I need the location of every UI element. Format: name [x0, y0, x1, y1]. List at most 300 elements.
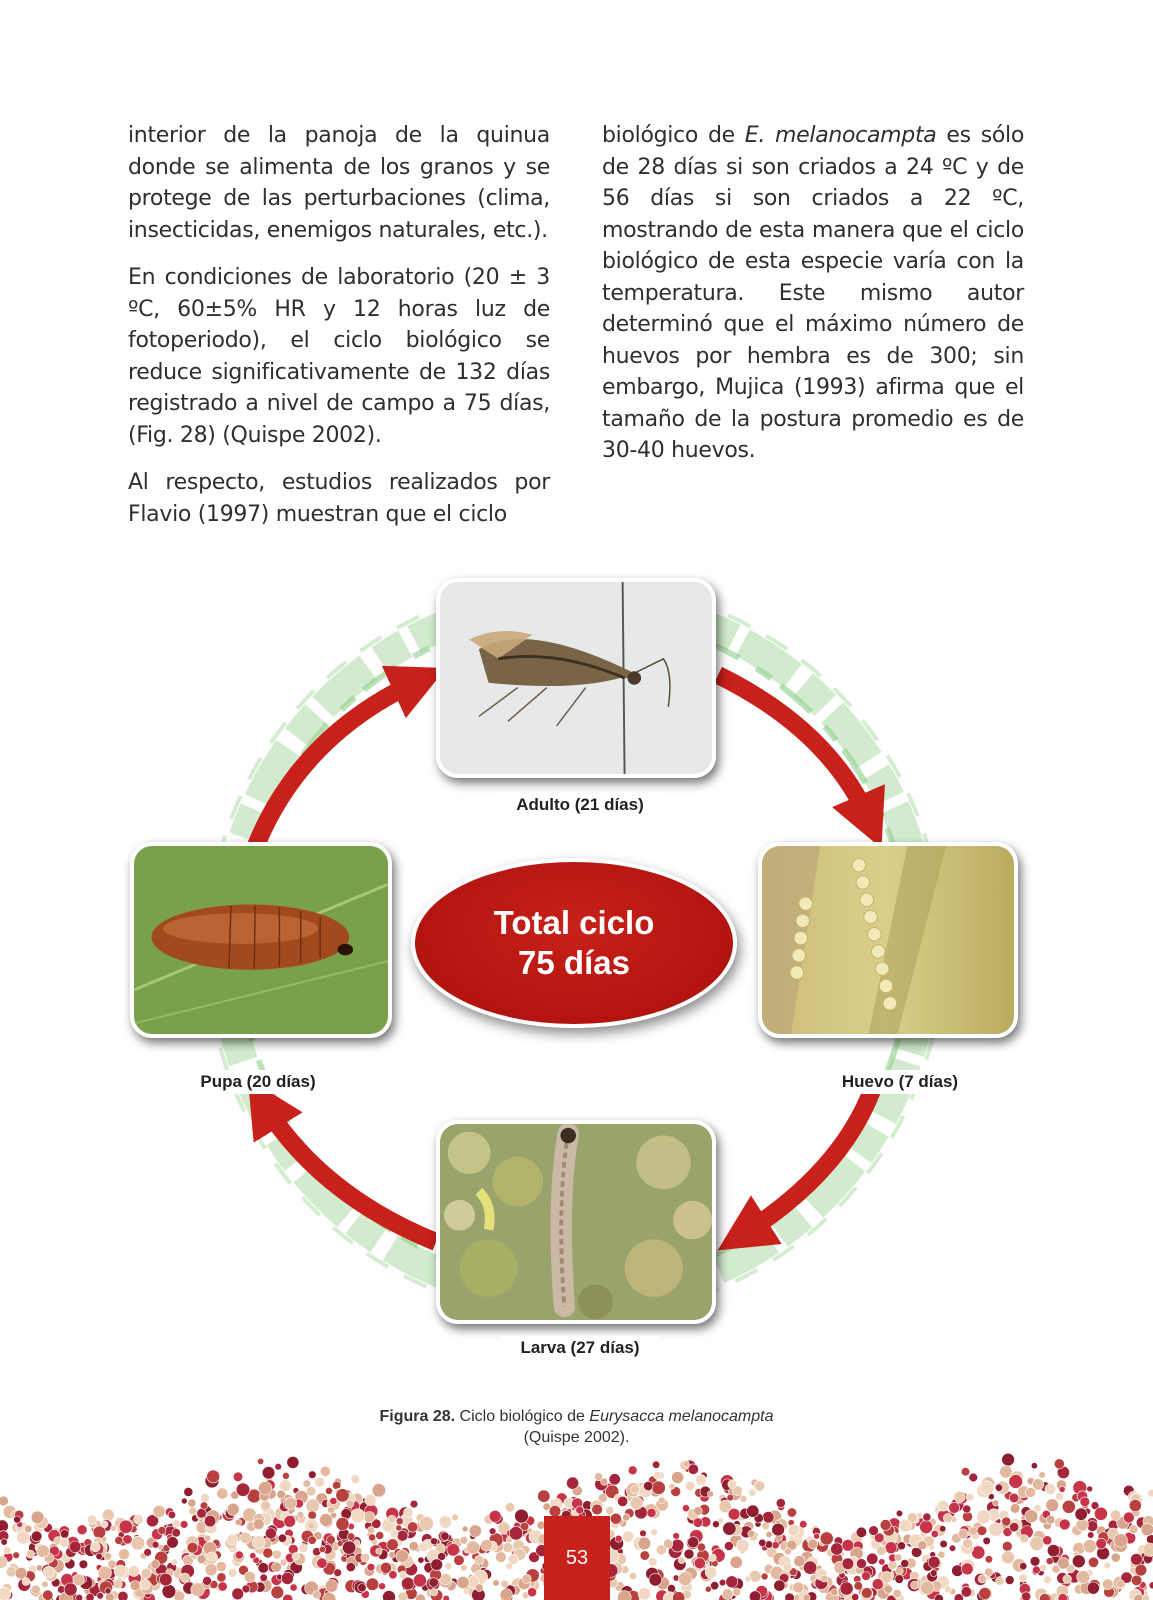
quinoa-grain — [0, 1496, 9, 1506]
quinoa-grain — [1009, 1493, 1019, 1503]
quinoa-grain — [783, 1563, 792, 1572]
quinoa-grain — [290, 1584, 297, 1591]
quinoa-grain — [1019, 1574, 1027, 1582]
quinoa-grain — [880, 1520, 891, 1531]
quinoa-grain — [728, 1480, 737, 1489]
quinoa-grain — [108, 1560, 117, 1569]
quinoa-grain — [1083, 1540, 1096, 1553]
quinoa-grain — [191, 1583, 205, 1597]
quinoa-grain — [712, 1521, 719, 1528]
quinoa-grain — [232, 1588, 244, 1600]
quinoa-grain — [217, 1488, 228, 1499]
quinoa-grain — [439, 1516, 452, 1529]
quinoa-grain — [663, 1539, 672, 1548]
quinoa-grain — [282, 1472, 289, 1479]
quinoa-grain — [705, 1567, 716, 1578]
quinoa-grain — [648, 1558, 657, 1567]
quinoa-grain — [945, 1586, 952, 1593]
quinoa-grain — [709, 1554, 717, 1562]
quinoa-grain — [788, 1525, 799, 1536]
quinoa-grain — [1030, 1537, 1044, 1551]
photo-adulto — [436, 578, 716, 778]
quinoa-grain — [279, 1480, 291, 1492]
quinoa-grain — [793, 1582, 804, 1593]
quinoa-grain — [969, 1473, 978, 1482]
quinoa-grain — [418, 1557, 424, 1563]
caption-line1 — [0, 1406, 1153, 1427]
quinoa-grain — [978, 1575, 986, 1583]
quinoa-grain — [1129, 1499, 1141, 1511]
quinoa-grain — [943, 1514, 952, 1523]
quinoa-grain — [240, 1532, 251, 1543]
life-cycle-figure — [0, 580, 1153, 1430]
quinoa-grain — [508, 1554, 518, 1564]
quinoa-grain — [726, 1576, 738, 1588]
quinoa-grain — [130, 1581, 140, 1591]
quinoa-grain — [1143, 1543, 1153, 1556]
quinoa-grain — [265, 1528, 276, 1539]
quinoa-grain — [1063, 1575, 1072, 1584]
quinoa-grain — [776, 1499, 785, 1508]
quinoa-grain — [1005, 1576, 1014, 1585]
quinoa-grain — [388, 1515, 396, 1523]
quinoa-grain — [1046, 1515, 1055, 1524]
quinoa-grain — [820, 1532, 833, 1545]
quinoa-grain — [1148, 1489, 1153, 1497]
quinoa-grain — [1009, 1475, 1023, 1489]
quinoa-grain — [489, 1510, 501, 1522]
quinoa-grain — [141, 1568, 151, 1578]
quinoa-grain — [319, 1546, 325, 1552]
quinoa-grain — [505, 1503, 514, 1512]
quinoa-grain — [748, 1530, 755, 1537]
quinoa-grain — [1034, 1505, 1041, 1512]
label-adulto: Adulto (21 días) — [500, 793, 660, 817]
quinoa-grain — [167, 1537, 179, 1549]
quinoa-grain — [647, 1508, 656, 1517]
quinoa-grain — [454, 1555, 465, 1566]
quinoa-grain — [1043, 1576, 1051, 1584]
quinoa-grain — [320, 1466, 330, 1476]
quinoa-grain — [152, 1541, 159, 1548]
quinoa-grain — [60, 1530, 69, 1539]
quinoa-grain — [1059, 1486, 1065, 1492]
quinoa-grain — [966, 1494, 974, 1502]
quinoa-grain — [1062, 1500, 1075, 1513]
quinoa-grain — [409, 1541, 418, 1550]
quinoa-grain — [128, 1565, 139, 1576]
quinoa-grain — [315, 1477, 325, 1487]
quinoa-grain — [977, 1526, 987, 1536]
quinoa-grain — [877, 1546, 887, 1556]
caption-label: Figura 28. — [379, 1408, 456, 1425]
quinoa-grain — [462, 1526, 468, 1532]
quinoa-grain — [710, 1582, 718, 1590]
quinoa-grain — [985, 1568, 993, 1576]
quinoa-grain — [688, 1464, 699, 1475]
quinoa-grain — [171, 1559, 177, 1565]
quinoa-grain — [87, 1515, 96, 1524]
quinoa-grain — [60, 1538, 69, 1547]
quinoa-grain — [949, 1545, 956, 1552]
quinoa-grain — [747, 1505, 759, 1517]
quinoa-grain — [740, 1495, 747, 1502]
quinoa-grain — [993, 1500, 999, 1506]
quinoa-grain — [253, 1519, 264, 1530]
quinoa-grain — [688, 1537, 699, 1548]
quinoa-grain — [43, 1590, 53, 1600]
quinoa-grain — [1002, 1453, 1015, 1466]
quinoa-grain — [872, 1579, 883, 1590]
quinoa-grain — [996, 1577, 1005, 1586]
quinoa-grain — [923, 1513, 931, 1521]
quinoa-grain — [263, 1548, 273, 1558]
quinoa-grain — [278, 1534, 286, 1542]
quinoa-grain — [443, 1595, 450, 1600]
quinoa-grain — [101, 1521, 108, 1528]
quinoa-grain — [216, 1561, 226, 1571]
label-larva: Larva (27 días) — [500, 1336, 660, 1360]
quinoa-grain — [595, 1473, 603, 1481]
quinoa-grain — [351, 1509, 365, 1523]
quinoa-grain — [236, 1483, 250, 1497]
quinoa-grain — [884, 1585, 892, 1593]
quinoa-grain — [1087, 1582, 1099, 1594]
quinoa-grain — [869, 1526, 879, 1536]
quinoa-grain — [299, 1544, 308, 1553]
quinoa-grain — [218, 1582, 227, 1591]
quinoa-grain — [327, 1536, 336, 1545]
quinoa-grain — [705, 1586, 711, 1592]
quinoa-grain — [1020, 1535, 1029, 1544]
quinoa-grain — [528, 1588, 537, 1597]
quinoa-grain — [920, 1520, 933, 1533]
quinoa-grain — [640, 1551, 650, 1561]
quinoa-grain — [1088, 1557, 1098, 1567]
quinoa-grain — [260, 1574, 268, 1582]
quinoa-grain — [1046, 1558, 1053, 1565]
quinoa-grain — [763, 1511, 775, 1523]
paragraph — [602, 120, 1024, 467]
quinoa-grain — [733, 1588, 741, 1596]
quinoa-grain — [31, 1531, 42, 1542]
quinoa-grain — [989, 1523, 1003, 1537]
quinoa-grain — [861, 1588, 872, 1599]
quinoa-grain — [396, 1518, 403, 1525]
quinoa-grain — [644, 1481, 653, 1490]
quinoa-grain — [419, 1516, 433, 1530]
quinoa-grain — [26, 1550, 34, 1558]
quinoa-grain — [188, 1499, 196, 1507]
quinoa-grain — [334, 1569, 342, 1577]
quinoa-grain — [671, 1539, 684, 1552]
quinoa-grain — [954, 1594, 963, 1600]
page-number: 53 — [544, 1516, 610, 1600]
quinoa-grain — [509, 1527, 523, 1541]
quinoa-grain — [144, 1549, 152, 1557]
quinoa-grain — [207, 1552, 216, 1561]
quinoa-grain — [197, 1555, 206, 1564]
quinoa-grain — [673, 1533, 680, 1540]
quinoa-grain — [761, 1573, 768, 1580]
quinoa-grain — [652, 1481, 666, 1495]
quinoa-grain — [652, 1461, 660, 1469]
caption-species: Eurysacca melanocampta — [589, 1408, 774, 1425]
quinoa-grain — [669, 1483, 675, 1489]
quinoa-grain — [609, 1474, 620, 1485]
quinoa-grain — [503, 1542, 513, 1552]
quinoa-grain — [31, 1511, 44, 1524]
quinoa-grain — [496, 1552, 507, 1563]
quinoa-grain — [404, 1508, 414, 1518]
quinoa-grain — [749, 1591, 761, 1600]
quinoa-grain — [410, 1500, 418, 1508]
quinoa-grain — [727, 1494, 734, 1501]
quinoa-grain — [257, 1458, 263, 1464]
quinoa-grain — [911, 1581, 919, 1589]
quinoa-grain — [308, 1522, 315, 1529]
quinoa-grain — [885, 1542, 897, 1554]
photo-huevo — [758, 842, 1018, 1038]
text-run: biológico de — [602, 123, 745, 148]
quinoa-grain — [131, 1536, 145, 1550]
quinoa-grain — [460, 1536, 468, 1544]
quinoa-grain — [97, 1592, 104, 1599]
quinoa-grain — [1075, 1508, 1087, 1520]
quinoa-grain — [172, 1529, 181, 1538]
quinoa-grain — [325, 1487, 332, 1494]
quinoa-grain — [399, 1571, 407, 1579]
quinoa-grain — [938, 1500, 949, 1511]
quinoa-grain — [538, 1490, 550, 1502]
quinoa-grain — [938, 1551, 945, 1558]
quinoa-grain — [638, 1588, 650, 1600]
quinoa-grain — [931, 1530, 938, 1537]
quinoa-grain — [897, 1542, 905, 1550]
quinoa-grain — [667, 1584, 675, 1592]
quinoa-grain — [419, 1542, 429, 1552]
quinoa-grain — [1010, 1504, 1020, 1514]
quinoa-grain — [489, 1528, 496, 1535]
quinoa-grain — [303, 1480, 311, 1488]
quinoa-grain — [785, 1593, 795, 1600]
quinoa-grain — [696, 1475, 707, 1486]
quinoa-grain — [765, 1541, 773, 1549]
quinoa-grain — [258, 1482, 271, 1495]
quinoa-grain — [630, 1497, 643, 1510]
total-cycle-line2: 75 días — [518, 944, 630, 981]
quinoa-grain — [168, 1511, 176, 1519]
label-huevo: Huevo (7 días) — [820, 1070, 980, 1094]
quinoa-grain — [201, 1494, 210, 1503]
quinoa-grain — [320, 1513, 333, 1526]
quinoa-grain — [261, 1501, 271, 1511]
quinoa-grain — [351, 1475, 360, 1484]
quinoa-grain — [396, 1525, 402, 1531]
quinoa-grain — [522, 1574, 531, 1583]
quinoa-grain — [784, 1548, 791, 1555]
quinoa-grain — [592, 1504, 603, 1515]
quinoa-grain — [292, 1553, 300, 1561]
quinoa-grain — [275, 1463, 282, 1470]
quinoa-grain — [672, 1471, 684, 1483]
quinoa-grain — [204, 1515, 216, 1527]
quinoa-grain — [901, 1559, 909, 1567]
quinoa-grain — [367, 1563, 375, 1571]
quinoa-grain — [977, 1510, 991, 1524]
quinoa-grain — [1047, 1544, 1059, 1556]
quinoa-grain — [631, 1485, 640, 1494]
quinoa-grain — [281, 1572, 293, 1584]
quinoa-grain — [650, 1529, 657, 1536]
quinoa-grain — [954, 1491, 965, 1502]
quinoa-grain — [963, 1538, 973, 1548]
quinoa-grain — [13, 1552, 20, 1559]
quinoa-grain — [1030, 1556, 1040, 1566]
quinoa-grain — [6, 1567, 16, 1577]
quinoa-grain — [615, 1535, 622, 1542]
quinoa-grain — [102, 1509, 114, 1521]
quinoa-grain — [162, 1585, 176, 1599]
quinoa-grain — [722, 1589, 733, 1600]
quinoa-grain — [979, 1587, 991, 1599]
quinoa-grain — [576, 1506, 584, 1514]
quinoa-grain — [896, 1510, 903, 1517]
quinoa-grain — [638, 1537, 651, 1550]
quinoa-grain — [43, 1566, 55, 1578]
quinoa-grain — [367, 1527, 374, 1534]
quinoa-grain — [306, 1486, 316, 1496]
quinoa-grain — [814, 1533, 820, 1539]
total-cycle-line1: Total ciclo — [493, 904, 655, 941]
total-cycle-ellipse — [411, 858, 737, 1028]
quinoa-grain — [1077, 1571, 1090, 1584]
quinoa-grain — [803, 1594, 810, 1600]
quinoa-grain — [287, 1456, 299, 1468]
quinoa-grain — [172, 1520, 180, 1528]
quinoa-grain — [622, 1531, 633, 1542]
quinoa-grain — [372, 1484, 386, 1498]
quinoa-grain — [336, 1517, 349, 1530]
quinoa-grain — [235, 1551, 243, 1559]
quinoa-grain — [469, 1525, 481, 1537]
quinoa-grain — [151, 1560, 160, 1569]
quinoa-grain — [96, 1553, 103, 1560]
quinoa-grain — [250, 1553, 256, 1559]
pupa-image — [134, 846, 388, 1034]
quinoa-grain — [500, 1589, 512, 1600]
paragraph: Al respecto, estudios realizados por Flavio (1997) muestran que el ciclo — [128, 470, 550, 527]
arrow-huevo-larva — [742, 1082, 875, 1235]
quinoa-grain — [376, 1548, 382, 1554]
quinoa-grain — [227, 1534, 238, 1545]
quinoa-grain — [366, 1578, 379, 1591]
quinoa-grain — [3, 1546, 11, 1554]
quinoa-grain — [228, 1569, 237, 1578]
quinoa-grain — [475, 1584, 483, 1592]
label-pupa: Pupa (20 días) — [178, 1070, 338, 1094]
quinoa-grain — [158, 1526, 166, 1534]
quinoa-grain — [115, 1536, 123, 1544]
quinoa-grain — [481, 1540, 493, 1552]
quinoa-grain — [694, 1507, 703, 1516]
quinoa-grain — [118, 1591, 128, 1600]
quinoa-grain — [1087, 1486, 1093, 1492]
quinoa-grain — [939, 1525, 946, 1532]
quinoa-grain — [1033, 1566, 1041, 1574]
quinoa-grain — [840, 1582, 853, 1595]
text-run: es sólo de 28 días si son criados a 24 ºC y de 56 días si son criados a 22 ºC, mostrando de esta manera que el ciclo biológico de esta especie varía con la temperatura. Este mismo autor determinó que el máximo número de huevos por hembra es de 300; sin embargo, Mujica (1993) afirma que el tamaño de la postura promedio es de 30-40 huevos. — [602, 123, 1025, 463]
quinoa-grain — [918, 1541, 927, 1550]
quinoa-grain — [1104, 1562, 1111, 1569]
quinoa-grain — [921, 1581, 935, 1595]
quinoa-grain — [1142, 1595, 1150, 1600]
quinoa-grain — [678, 1572, 692, 1586]
quinoa-grain — [346, 1563, 355, 1572]
quinoa-grain — [640, 1530, 647, 1537]
quinoa-grain — [119, 1549, 130, 1560]
quinoa-grain — [365, 1494, 376, 1505]
moth-image — [440, 582, 712, 774]
quinoa-grain — [1022, 1592, 1031, 1600]
quinoa-grain — [64, 1583, 77, 1596]
quinoa-grain — [940, 1540, 948, 1548]
quinoa-grain — [431, 1559, 443, 1571]
quinoa-grain — [749, 1489, 756, 1496]
quinoa-grain — [1076, 1519, 1088, 1531]
quinoa-grain — [262, 1466, 275, 1479]
quinoa-grain — [1096, 1538, 1107, 1549]
quinoa-grain — [1087, 1532, 1094, 1539]
quinoa-grain — [1009, 1522, 1018, 1531]
quinoa-grain — [895, 1575, 904, 1584]
quinoa-grain — [610, 1513, 621, 1524]
quinoa-grain — [466, 1541, 479, 1554]
quinoa-grain — [114, 1565, 127, 1578]
quinoa-grain — [1110, 1510, 1121, 1521]
quinoa-grain — [181, 1498, 187, 1504]
quinoa-grain — [808, 1539, 818, 1549]
quinoa-grain — [1072, 1555, 1085, 1568]
quinoa-grain — [787, 1508, 796, 1517]
quinoa-grain — [799, 1521, 807, 1529]
quinoa-grain — [723, 1522, 736, 1535]
quinoa-grain — [153, 1505, 165, 1517]
paragraph: En condiciones de laboratorio (20 ± 3 ºC, 60±5% HR y 12 horas luz de fotoperiodo), el ciclo biológico se reduce significativamente de 132 días registrado a nivel de campo a 75 días, (Fig. 28) (Quispe 2002). — [128, 265, 550, 448]
quinoa-grain — [737, 1539, 750, 1552]
quinoa-grain — [683, 1461, 689, 1467]
quinoa-grain — [369, 1534, 376, 1541]
quinoa-grain — [123, 1535, 132, 1544]
quinoa-grain — [337, 1541, 343, 1547]
quinoa-grain — [831, 1589, 838, 1596]
quinoa-grain — [1141, 1523, 1153, 1536]
quinoa-grain — [184, 1487, 193, 1496]
quinoa-grain — [1054, 1459, 1064, 1469]
quinoa-grain — [447, 1544, 460, 1557]
quinoa-grain — [308, 1511, 317, 1520]
quinoa-grain — [985, 1556, 993, 1564]
quinoa-grain — [1149, 1582, 1153, 1589]
quinoa-grain — [719, 1579, 726, 1586]
species-name: E. melanocampta — [744, 123, 937, 148]
photo-larva — [436, 1120, 716, 1324]
quinoa-grain — [682, 1505, 689, 1512]
quinoa-grain — [271, 1586, 284, 1599]
quinoa-grain — [928, 1556, 940, 1568]
quinoa-grain — [961, 1563, 973, 1575]
quinoa-grain — [284, 1516, 296, 1528]
